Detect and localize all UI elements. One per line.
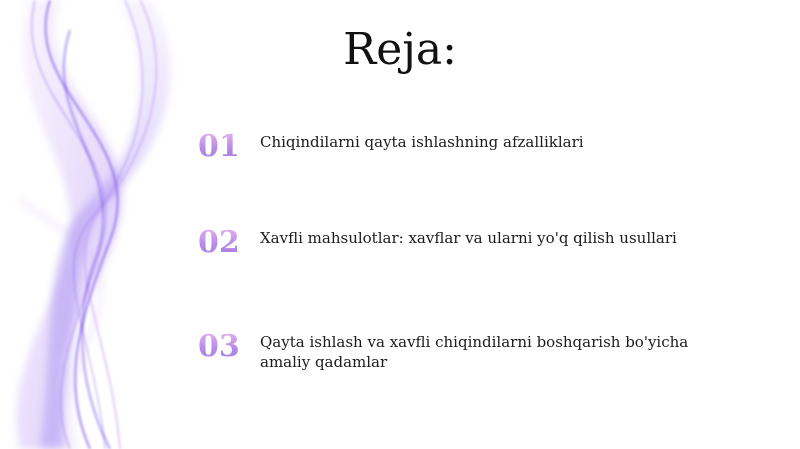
agenda-item-3 <box>198 330 758 372</box>
agenda-item-1 <box>198 130 758 164</box>
item-text: Xavfli mahsulotlar: xavflar va ularni yo'q qilish usullari <box>260 229 677 247</box>
agenda-item-2 <box>198 226 758 260</box>
item-text: Chiqindilarni qayta ishlashning afzalliklari <box>260 133 584 151</box>
slide-title: Reja: <box>343 24 457 75</box>
item-number: 03 <box>198 330 260 364</box>
item-number: 02 <box>198 226 260 260</box>
item-text: Qayta ishlash va xavfli chiqindilarni boshqarish bo'yicha amaliy qadamlar <box>260 333 689 371</box>
purple-smoke-decoration <box>0 0 220 449</box>
item-number: 01 <box>198 130 260 164</box>
